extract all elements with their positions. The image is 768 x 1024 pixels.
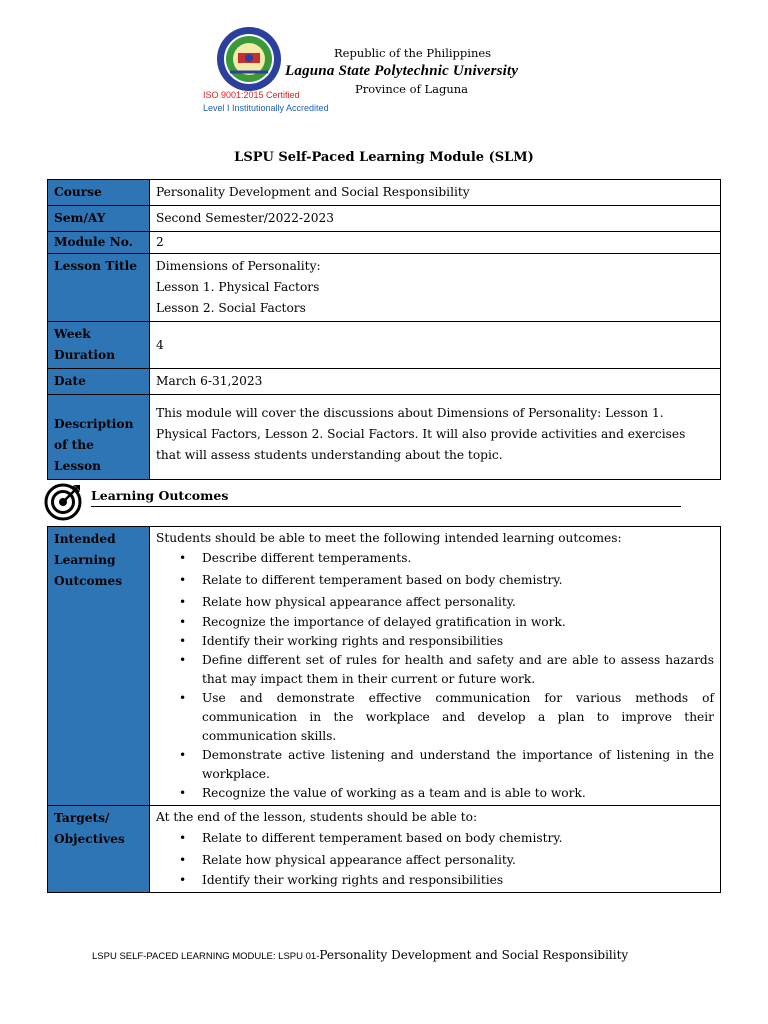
module-info-table — [47, 179, 721, 480]
accreditation-level: Level I Institutionally Accredited — [203, 103, 329, 113]
ilo-list — [156, 548, 714, 803]
document-header — [0, 0, 768, 130]
list-item: • Relate to different temperament based on body chemistry. — [202, 569, 714, 592]
description-label-line: Lesson — [54, 459, 102, 473]
module-label: Module No. — [48, 232, 150, 254]
week-label: Week — [54, 327, 91, 341]
list-item: • Recognize the value of working as a team and is able to work. — [202, 784, 714, 803]
week-duration-label — [48, 322, 150, 369]
republic-line: Republic of the Philippines — [334, 46, 492, 60]
footer-course: Personality Development and Social Responsibility — [319, 948, 629, 962]
ilo-label-line: Intended — [54, 532, 116, 546]
ilo-label-line: Learning — [54, 553, 116, 567]
description-label-line: of the — [54, 438, 94, 452]
list-item: • Identify their working rights and responsibilities — [202, 632, 714, 651]
university-name: Laguna State Polytechnic University — [285, 63, 519, 79]
page-footer — [92, 944, 628, 963]
sem-value: Second Semester/2022-2023 — [150, 206, 721, 232]
lesson-line: Lesson 2. Social Factors — [156, 301, 306, 315]
targets-label — [48, 806, 150, 893]
lesson-title-value — [150, 254, 721, 322]
section-underline — [91, 506, 681, 507]
targets-label-line: Targets/ — [54, 811, 110, 825]
duration-label: Duration — [54, 348, 115, 362]
learning-outcomes-heading — [44, 481, 684, 517]
table-row — [48, 180, 721, 206]
description-label-line: Description — [54, 417, 134, 431]
table-row — [48, 806, 721, 893]
page-title: LSPU Self-Paced Learning Module (SLM) — [234, 150, 534, 165]
date-label: Date — [48, 369, 150, 395]
footer-prefix: LSPU SELF-PACED LEARNING MODULE: LSPU 01- — [92, 951, 320, 962]
table-row — [48, 369, 721, 395]
section-title: Learning Outcomes — [91, 488, 229, 503]
targets-value — [150, 806, 721, 893]
list-item: • Recognize the importance of delayed gratification in work. — [202, 613, 714, 632]
description-value: This module will cover the discussions about Dimensions of Personality: Lesson 1. Physical Factors, Lesson 2. Social Factors. It will also provide activities and exercises that will assess students understanding about the topic. — [150, 395, 721, 480]
table-row — [48, 254, 721, 322]
list-item: • Describe different temperaments. — [202, 548, 714, 569]
university-seal-icon — [216, 26, 282, 92]
course-value: Personality Development and Social Responsibility — [150, 180, 721, 206]
targets-intro: At the end of the lesson, students should be able to: — [156, 810, 478, 824]
targets-list — [156, 827, 714, 890]
ilo-label — [48, 527, 150, 806]
table-row — [48, 527, 721, 806]
date-value: March 6-31,2023 — [150, 369, 721, 395]
list-item: • Define different set of rules for health and safety and are able to assess hazards that may impact them in their current or future work. — [202, 651, 714, 689]
sem-label: Sem/AY — [48, 206, 150, 232]
list-item: • Relate how physical appearance affect personality. — [202, 850, 714, 871]
targets-label-line: Objectives — [54, 832, 125, 846]
lesson-line: Lesson 1. Physical Factors — [156, 280, 320, 294]
description-label — [48, 395, 150, 480]
target-icon — [44, 481, 84, 521]
list-item: • Relate how physical appearance affect personality. — [202, 592, 714, 613]
ilo-label-line: Outcomes — [54, 574, 123, 588]
table-row — [48, 206, 721, 232]
iso-certification: ISO 9001:2015 Certified — [203, 90, 300, 100]
list-item: • Relate to different temperament based on body chemistry. — [202, 827, 714, 850]
table-row — [48, 232, 721, 254]
province-line: Province of Laguna — [355, 82, 469, 96]
table-row — [48, 395, 721, 480]
lesson-line: Dimensions of Personality: — [156, 259, 321, 273]
learning-outcomes-table — [47, 526, 721, 893]
week-value: 4 — [150, 322, 721, 369]
list-item: • Demonstrate active listening and understand the importance of listening in the workplace. — [202, 746, 714, 784]
table-row — [48, 322, 721, 369]
module-value: 2 — [150, 232, 721, 254]
course-label: Course — [48, 180, 150, 206]
list-item: • Use and demonstrate effective communication for various methods of communication in the workplace and develop a plan to improve their communication skills. — [202, 689, 714, 746]
list-item: • Identify their working rights and responsibilities — [202, 871, 714, 890]
lesson-title-label: Lesson Title — [48, 254, 150, 322]
ilo-value — [150, 527, 721, 806]
ilo-intro: Students should be able to meet the following intended learning outcomes: — [156, 531, 622, 545]
